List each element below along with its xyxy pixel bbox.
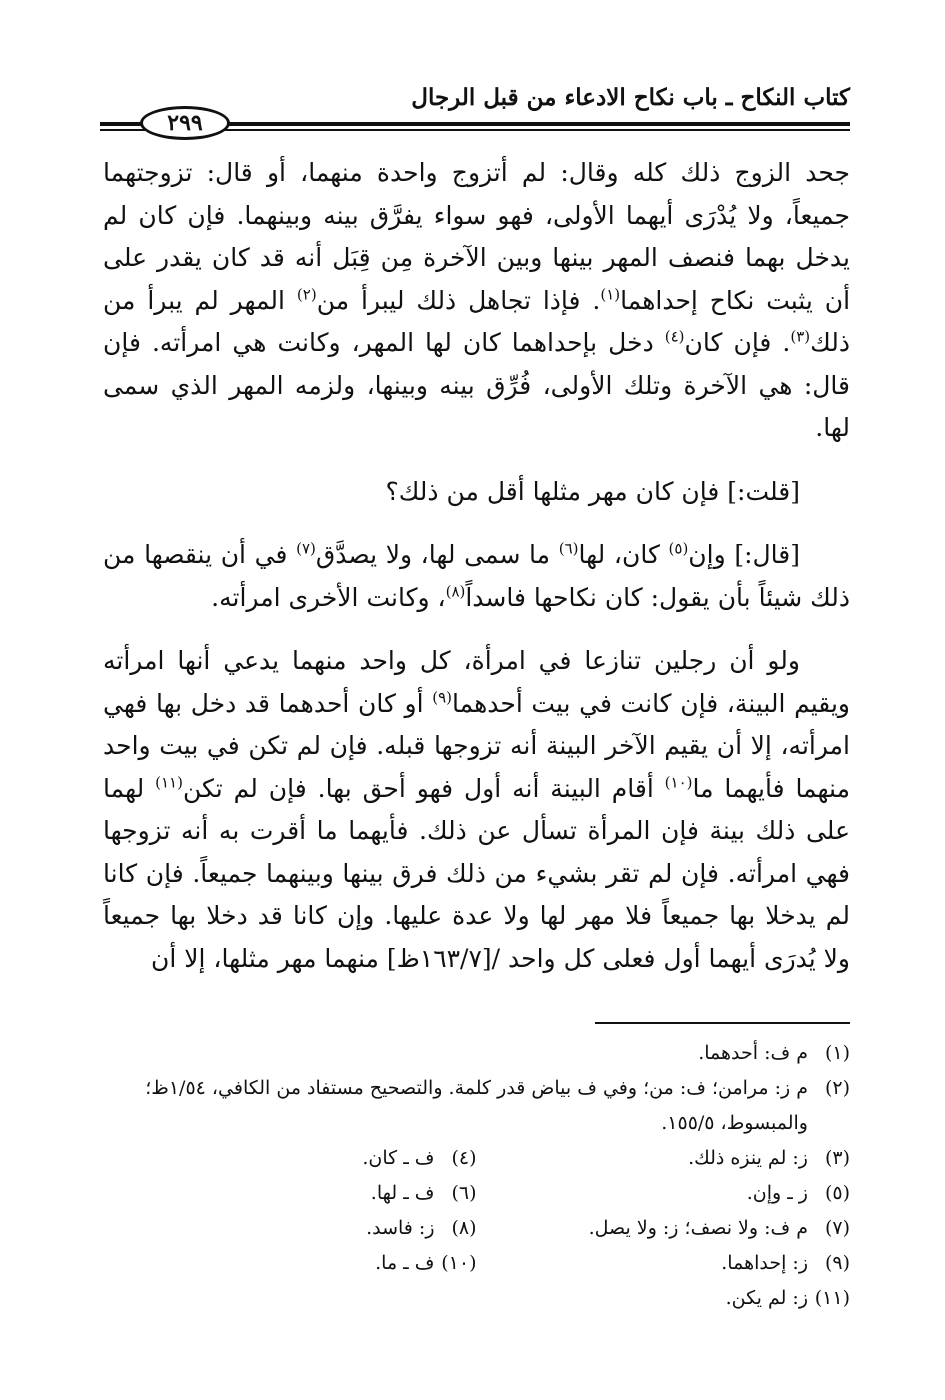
footnote-text: ز: لم يكن. [725, 1287, 808, 1309]
text-run: كان، لها [578, 540, 669, 569]
footnote-2 [103, 1071, 850, 1141]
footnote-1 [103, 1036, 850, 1071]
text-run: . فإذا تجاهل ذلك ليبرأ من [316, 285, 601, 315]
footnote-ref[interactable]: (٩) [432, 688, 452, 707]
text-run: أقام البينة أنه أول فهو أحق بها. فإن لم تكن [182, 773, 665, 803]
footnote-9 [477, 1246, 851, 1281]
footnote-text: م ف: أحدهما. [698, 1042, 808, 1064]
footnote-text: ز: لم ينزه ذلك. [688, 1147, 808, 1169]
footnote-number: (٦) [451, 1182, 477, 1204]
footnote-text: ز: إحداهما. [721, 1252, 808, 1274]
text-run: جحد الزوج ذلك كله وقال: لم أتزوج واحدة منهما، أو قال: تزوجتهما جميعاً، ولا يُدْرَى أيهما الأولى، فهو سواء يفرَّق بينه وبينهما. فإن كان لم يدخل بهما فنصف المهر بينها وبين الآخرة مِن قِبَل أنه قد كان يقدر على أن يثبت نكاح إحداهما [103, 158, 851, 315]
text-run: ما سمى لها، ولا يصدَّق [315, 540, 559, 569]
footnote-number: (٣) [824, 1147, 850, 1169]
footnote-number: (٢) [824, 1077, 850, 1099]
footnote-ref[interactable]: (٣) [790, 327, 811, 346]
footnote-row [103, 1211, 850, 1246]
paragraph-1 [103, 152, 850, 450]
footnote-ref[interactable]: (٤) [664, 327, 685, 346]
paragraph-3 [103, 534, 850, 619]
footnote-row [103, 1141, 850, 1176]
footnote-number: (١١) [814, 1287, 850, 1309]
text-run: . فإن كان [684, 328, 791, 357]
text-run: [قلت:] فإن كان مهر مثلها أقل من ذلك؟ [385, 476, 800, 506]
footnote-number: (١٠) [441, 1252, 477, 1274]
text-run: ولو أن رجلين تنازعا في امرأة، كل واحد منهما يدعي أنها امرأته ويقيم البينة، فإن كانت في بيت أحدهما [103, 646, 850, 718]
footnote-number: (٩) [824, 1252, 850, 1274]
main-text [103, 152, 850, 1001]
footnote-text: م ف: ولا نصف؛ ز: ولا يصل. [588, 1217, 808, 1239]
footnote-ref[interactable]: (٦) [558, 539, 579, 558]
footnote-ref[interactable]: (٢) [296, 285, 317, 304]
footnote-row [103, 1176, 850, 1211]
text-run: في أن ينقصها من ذلك شيئاً بأن يقول: كان نكاحها فاسداً [103, 540, 850, 612]
footnote-ref[interactable]: (١١) [155, 773, 183, 792]
paragraph-4 [103, 640, 850, 980]
footnote-separator [595, 1022, 850, 1024]
footnote-11 [103, 1281, 850, 1316]
footnote-7 [477, 1211, 851, 1246]
footnote-number: (٨) [451, 1217, 477, 1239]
footnote-text: م ز: مرامن؛ ف: من؛ وفي ف بياض قدر كلمة. والتصحيح مستفاد من الكافي، ١/٥٤ظ؛ والمبسوط، ١٥٥/٥. [145, 1077, 808, 1134]
footnote-text: ز: فاسد. [366, 1217, 435, 1239]
footnote-ref[interactable]: (١٠) [664, 773, 693, 792]
footnote-ref[interactable]: (٧) [296, 539, 316, 558]
footnote-number: (٧) [824, 1217, 850, 1239]
text-run: دخل بإحداهما كان لها المهر، وكانت هي امرأته. فإن قال: هي الآخرة وتلك الأولى، فُرِّق بينه وبينها، ولزمه المهر الذي سمى لها. [103, 328, 850, 442]
text-run: لهما على ذلك بينة فإن المرأة تسأل عن ذلك. فأيهما ما أقرت به أنه تزوجها فهي امرأته. فإن لم تقر بشيء من ذلك فرق بينها وبينهما جميعاً. فإن كانا لم يدخلا بها جميعاً فلا مهر لها ولا عدة عليها. وإن كانا قد دخلا بها جميعاً ولا يُدرَى أيهما أول فعلى كل واحد /[١٦٣/٧ظ] منهما مهر مثلها، إلا أن [103, 773, 850, 973]
footnote-6 [103, 1176, 477, 1211]
footnote-number: (٥) [824, 1182, 850, 1204]
footnote-text: ف ـ ما. [375, 1252, 435, 1274]
footnote-number: (١) [824, 1042, 850, 1064]
footnote-text: ف ـ كان. [362, 1147, 435, 1169]
footnote-ref[interactable]: (٨) [445, 582, 466, 601]
running-title: كتاب النكاح ـ باب نكاح الادعاء من قبل الرجال [411, 84, 850, 111]
footnote-3 [477, 1141, 851, 1176]
footnote-10 [103, 1246, 477, 1281]
footnote-text: ف ـ لها. [370, 1182, 435, 1204]
footnote-ref[interactable]: (٥) [668, 539, 689, 558]
footnote-4 [103, 1141, 477, 1176]
footnote-8 [103, 1211, 477, 1246]
footnote-5 [477, 1176, 851, 1211]
page-header [100, 78, 850, 138]
page-number: ٢٩٩ [140, 106, 230, 140]
paragraph-2 [103, 471, 850, 514]
footnotes [103, 1036, 850, 1316]
text-run: أو كان أحدهما قد دخل بها فهي امرأته، إلا أن يقيم الآخر البينة أنه تزوجها قبله. فإن لم تكن في بيت واحد منهما فأيهما ما [103, 688, 850, 803]
footnote-text: ز ـ وإن. [746, 1182, 808, 1204]
footnote-ref[interactable]: (١) [600, 285, 621, 304]
footnote-row [103, 1246, 850, 1281]
text-run: ، وكانت الأخرى امرأته. [211, 582, 446, 612]
text-run: المهر لم يبرأ من ذلك [103, 285, 850, 357]
footnote-number: (٤) [451, 1147, 477, 1169]
text-run: [قال:] وإن [688, 540, 800, 569]
